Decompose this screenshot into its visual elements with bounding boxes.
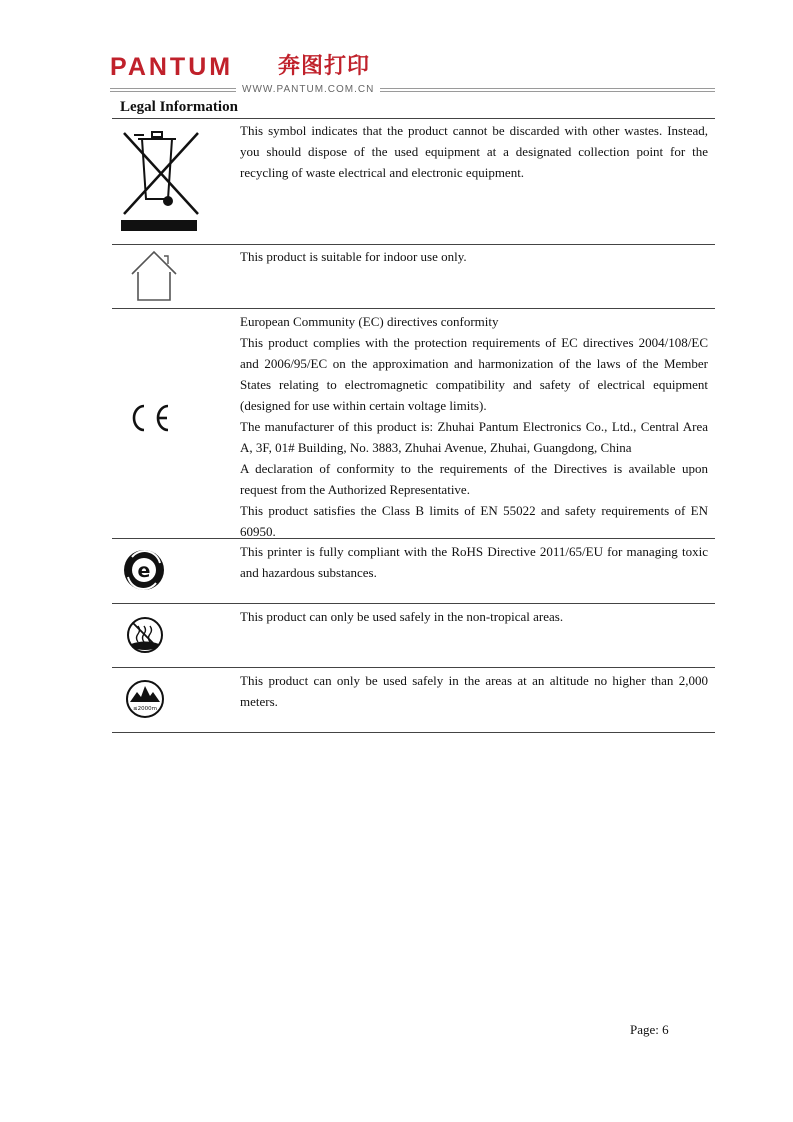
ce-line-class-b: This product satisfies the Class B limits of EN 55022 and safety requirements of EN 60950. <box>240 503 708 539</box>
ce-mark-icon <box>112 309 240 538</box>
indoor-line: This product is suitable for indoor use only. <box>240 249 467 264</box>
rohs-line: This printer is fully compliant with the RoHS Directive 2011/65/EU for managing toxic and hazardous substances. <box>240 544 708 580</box>
legal-row-non-tropical <box>112 604 715 668</box>
ce-line-declaration: A declaration of conformity to the requirements of the Directives is available upon request from the Authorized Representative. <box>240 461 708 497</box>
indoor-text <box>240 246 708 267</box>
weee-text <box>240 120 708 183</box>
header-website: WWW.PANTUM.COM.CN <box>236 83 380 96</box>
altitude-text <box>240 670 708 712</box>
page-number: Page: 6 <box>630 1022 669 1037</box>
legal-row-altitude <box>112 668 715 733</box>
ce-line-heading: European Community (EC) directives conformity <box>240 314 499 329</box>
legal-row-indoor <box>112 244 715 309</box>
brand-logo-chinese: 奔图打印 <box>278 54 371 79</box>
legal-row-weee <box>112 118 715 245</box>
non-tropical-line: This product can only be used safely in the non-tropical areas. <box>240 609 564 624</box>
altitude-line: This product can only be used safely in the areas at an altitude no higher than 2,000 meters. <box>240 673 708 709</box>
rohs-text <box>240 541 708 583</box>
weee-crossed-bin-icon <box>112 119 240 244</box>
legal-row-rohs <box>112 539 715 604</box>
brand-logo-text: PANTUM <box>110 53 234 81</box>
altitude-icon-label: ≤2000m <box>133 706 157 712</box>
header-rule-top <box>110 88 715 89</box>
ce-text <box>240 311 708 542</box>
ce-line-directives: This product complies with the protection requirements of EC directives 2004/108/EC and 2006/95/EC on the approximation and harmonization of the laws of the Member States relating to electromagnetic compatibility and safety of electrical equipment (designed for use within certain voltage limits). <box>240 335 708 413</box>
section-title: Legal Information <box>120 99 238 115</box>
non-tropical-text <box>240 606 708 627</box>
svg-text:e: e <box>137 560 151 582</box>
rohs-recycle-e-icon <box>112 539 240 603</box>
altitude-icon <box>112 668 240 732</box>
header-rule-bottom <box>110 91 715 92</box>
non-tropical-icon <box>112 604 240 667</box>
page-header <box>110 52 720 97</box>
weee-line: This symbol indicates that the product cannot be discarded with other wastes. Instead, you should dispose of the used equipment at a designated collection point for the recycling of waste electrical and electronic equipment. <box>240 123 708 180</box>
legal-row-ce <box>112 309 715 539</box>
indoor-house-icon <box>112 244 240 308</box>
ce-line-manufacturer: The manufacturer of this product is: Zhuhai Pantum Electronics Co., Ltd., Central Area A, 3F, 01# Building, No. 3883, Zhuhai Avenue, Zhuhai, Guangdong, China <box>240 419 708 455</box>
